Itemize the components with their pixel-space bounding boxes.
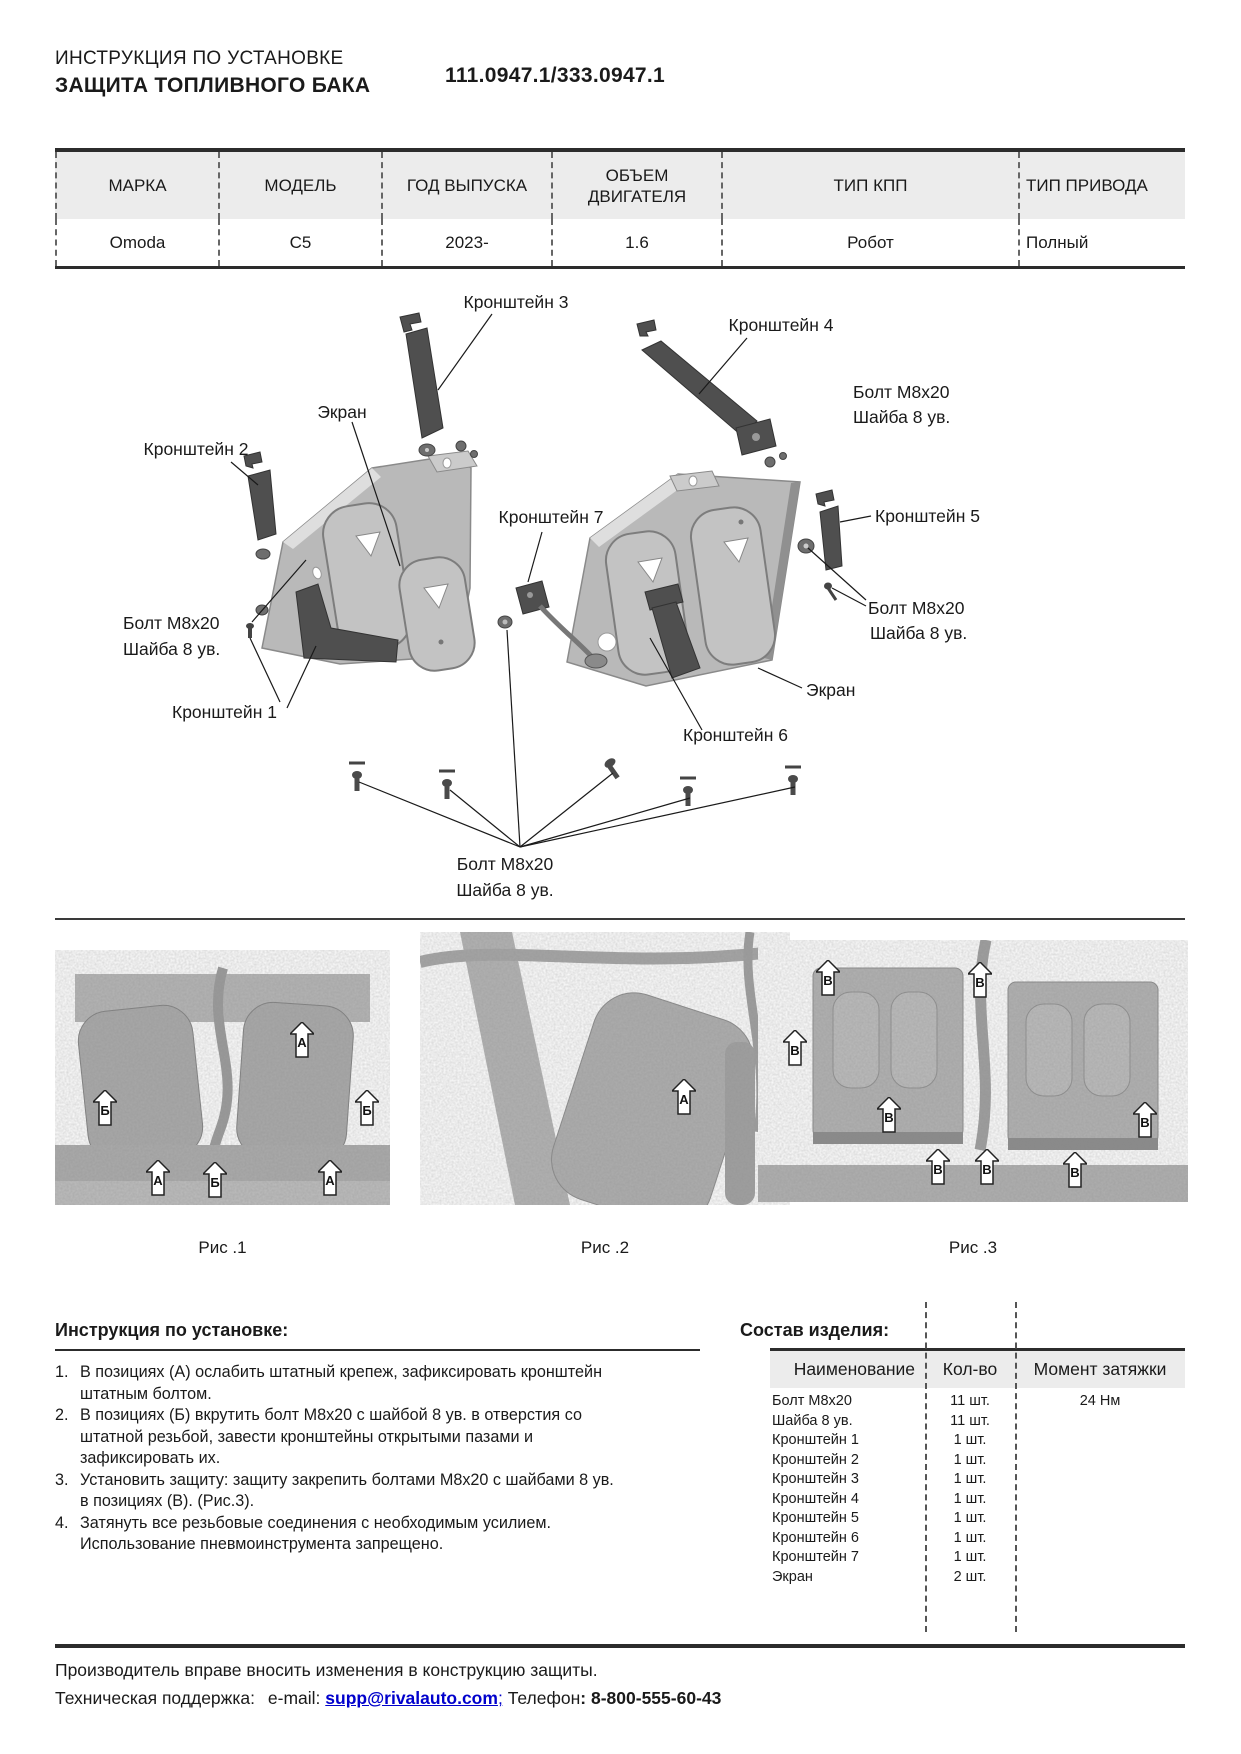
- position-marker-arrow: [877, 1097, 901, 1133]
- position-marker-arrow: [355, 1090, 379, 1126]
- parts-heading: Состав изделия:: [740, 1320, 890, 1340]
- part-quantity: 11 шт.: [950, 1412, 990, 1429]
- part-torque: [1015, 1529, 1185, 1549]
- diagram-label-screen-right: Экран: [806, 680, 856, 700]
- spec-value-cell: Omoda: [55, 219, 218, 266]
- part-name: Кронштейн 6: [772, 1529, 859, 1546]
- parts-table-row: [770, 1490, 1185, 1510]
- instruction-text: В позициях (А) ослабить штатный крепеж, зафиксировать кронштейн штатным болтом.: [80, 1363, 603, 1403]
- diagram-label-bracket1: Кронштейн 1: [172, 702, 277, 722]
- marker-letter: А: [153, 1173, 163, 1188]
- diagram-label-bracket7: Кронштейн 7: [498, 507, 604, 527]
- parts-column-divider-1: [925, 1302, 927, 1632]
- email-separator: ;: [497, 1688, 503, 1708]
- part-quantity: 1 шт.: [953, 1510, 987, 1526]
- instruction-text: Затянуть все резьбовые соединения с необходимым усилием. Использование пневмоинструмента запрещено.: [80, 1513, 551, 1553]
- marker-letter: В: [884, 1110, 894, 1125]
- spec-table: [55, 148, 1185, 269]
- part-name: Кронштейн 1: [772, 1432, 859, 1448]
- photo-figure-2: [420, 932, 790, 1205]
- parts-table-row: [770, 1548, 1185, 1568]
- exploded-diagram: [0, 270, 1241, 920]
- part-quantity: 1 шт.: [953, 1549, 987, 1565]
- phone-label: Телефон: [507, 1688, 581, 1708]
- part-quantity: 1 шт.: [953, 1529, 987, 1546]
- parts-table-row: [770, 1509, 1185, 1529]
- part-number: 111.0947.1/333.0947.1: [445, 64, 666, 87]
- marker-letter: А: [679, 1092, 689, 1107]
- instruction-item: [55, 1513, 615, 1556]
- position-marker-arrow: [290, 1022, 314, 1058]
- footer-disclaimer: Производитель вправе вносить изменения в конструкцию защиты.: [55, 1660, 598, 1680]
- position-marker-arrow: [1063, 1152, 1087, 1188]
- instructions-rule: [55, 1349, 700, 1351]
- parts-col-name: Наименование: [793, 1359, 915, 1379]
- diagram-label-bolt-top-right-1: Болт М8х20: [853, 382, 950, 402]
- part-torque: [1015, 1470, 1185, 1490]
- parts-column-divider-2: [1015, 1302, 1017, 1632]
- spec-header-cell: МОДЕЛЬ: [218, 152, 381, 219]
- marker-letter: Б: [100, 1103, 110, 1118]
- diagram-label-bracket6: Кронштейн 6: [683, 725, 788, 745]
- diagram-label-bolt-left-1: Болт М8х20: [123, 613, 220, 633]
- photo-figure-3: [758, 940, 1188, 1202]
- bracket-4-part: [637, 320, 776, 455]
- position-marker-arrow: [203, 1162, 227, 1198]
- footer-rule: [55, 1644, 1185, 1648]
- instructions-heading: Инструкция по установке:: [55, 1320, 289, 1340]
- marker-letter: В: [1070, 1165, 1080, 1180]
- diagram-label-bracket5: Кронштейн 5: [875, 506, 980, 526]
- support-email-link[interactable]: supp@rivalauto.com: [325, 1688, 498, 1708]
- email-label: e-mail:: [267, 1688, 321, 1708]
- parts-col-torque: Момент затяжки: [1033, 1359, 1167, 1379]
- position-marker-arrow: [1133, 1102, 1157, 1138]
- parts-table-row: [770, 1568, 1185, 1588]
- position-marker-arrow: [816, 960, 840, 996]
- spec-value-cell: Полный: [1018, 219, 1094, 266]
- marker-letter: А: [325, 1173, 335, 1188]
- parts-table-row: [770, 1470, 1185, 1490]
- section-divider: [55, 918, 1185, 920]
- marker-letter: В: [982, 1162, 992, 1177]
- parts-table-row: [770, 1412, 1185, 1432]
- figure-caption-2: Рис .2: [580, 1238, 630, 1257]
- position-marker-arrow: [318, 1160, 342, 1196]
- instruction-item: [55, 1405, 615, 1470]
- instruction-text: В позициях (Б) вкрутить болт М8х20 с шайбой 8 ув. в отверстия со штатной резьбой, завести кронштейны открытыми пазами и зафиксировать их.: [80, 1406, 582, 1467]
- spec-header-cell: ТИП ПРИВОДА: [1018, 152, 1154, 219]
- parts-table-body: [770, 1392, 1185, 1587]
- diagram-label-bolt-mid-right-1: Болт М8х20: [868, 598, 965, 618]
- spec-table-values: [55, 219, 1185, 266]
- figure-caption-1: Рис .1: [198, 1238, 247, 1257]
- instruction-item: [55, 1470, 615, 1513]
- spec-value-cell: 1.6: [551, 219, 721, 266]
- marker-letter: А: [297, 1035, 307, 1050]
- spec-header-cell: ГОД ВЫПУСКА: [381, 152, 551, 219]
- marker-letter: В: [975, 975, 985, 990]
- instruction-item: [55, 1362, 615, 1405]
- spec-header-cell: ТИП КПП: [721, 152, 1018, 219]
- parts-table-row: [770, 1529, 1185, 1549]
- diagram-label-bracket2: Кронштейн 2: [143, 439, 249, 459]
- part-name: Кронштейн 4: [772, 1490, 859, 1507]
- page-title-line1: ИНСТРУКЦИЯ ПО УСТАНОВКЕ: [55, 48, 344, 69]
- diagram-label-bracket3: Кронштейн 3: [463, 292, 569, 312]
- spec-table-header: [55, 152, 1185, 219]
- part-name: Кронштейн 3: [772, 1471, 859, 1487]
- position-marker-arrow: [93, 1090, 117, 1126]
- parts-table-row: [770, 1431, 1185, 1451]
- instruction-number: 2.: [55, 1406, 69, 1424]
- instructions-list: [55, 1362, 615, 1556]
- diagram-label-bolt-left-2: Шайба 8 ув.: [123, 639, 221, 659]
- spec-value-cell: Робот: [721, 219, 1018, 266]
- bracket-2-part: [244, 452, 276, 559]
- parts-col-qty: Кол-во: [942, 1359, 998, 1379]
- position-marker-arrow: [672, 1079, 696, 1115]
- position-marker-arrow: [975, 1149, 999, 1185]
- part-torque: [1015, 1412, 1185, 1432]
- parts-table-row: [770, 1451, 1185, 1471]
- part-quantity: 1 шт.: [953, 1432, 987, 1448]
- diagram-label-bolt-top-right-2: Шайба 8 ув.: [853, 407, 951, 427]
- bolts-hardware: [349, 756, 801, 806]
- part-name: Кронштейн 5: [772, 1510, 859, 1526]
- part-name: Шайба 8 ув.: [772, 1412, 853, 1429]
- figure-caption-3: Рис .3: [948, 1238, 998, 1257]
- part-torque: [1015, 1451, 1185, 1471]
- footer-support-line: [55, 1688, 721, 1709]
- parts-table-row: [770, 1392, 1185, 1412]
- marker-letter: В: [790, 1043, 800, 1058]
- photo-figure-1: [55, 950, 390, 1205]
- part-quantity: 1 шт.: [953, 1471, 987, 1487]
- spec-value-cell: 2023-: [381, 219, 551, 266]
- marker-letter: В: [933, 1162, 943, 1177]
- part-name: Кронштейн 2: [772, 1451, 859, 1468]
- diagram-label-bolt-bottom-1: Болт М8х20: [456, 854, 554, 874]
- part-name: Болт М8х20: [772, 1393, 852, 1409]
- position-marker-arrow: [926, 1149, 950, 1185]
- instruction-number: 3.: [55, 1470, 69, 1489]
- position-marker-arrow: [783, 1030, 807, 1066]
- spec-header-cell: МАРКА: [55, 152, 218, 219]
- instruction-number: 4.: [55, 1513, 69, 1532]
- spec-value-cell: C5: [218, 219, 381, 266]
- diagram-label-bracket4: Кронштейн 4: [728, 315, 834, 335]
- part-quantity: 11 шт.: [950, 1393, 990, 1409]
- part-torque: [1015, 1490, 1185, 1510]
- marker-letter: В: [1140, 1115, 1150, 1130]
- part-torque: [1015, 1548, 1185, 1568]
- instruction-text: Установить защиту: защиту закрепить болтами М8х20 с шайбами 8 ув. в позициях (В). (Рис.3).: [80, 1470, 614, 1510]
- position-marker-arrow: [146, 1160, 170, 1196]
- left-shield-plate: [262, 451, 478, 674]
- spec-header-cell: ОБЪЕМ ДВИГАТЕЛЯ: [551, 152, 721, 219]
- part-quantity: 1 шт.: [953, 1490, 987, 1507]
- bracket-3-part: [400, 313, 443, 456]
- part-torque: [1015, 1568, 1185, 1588]
- part-torque: [1015, 1431, 1185, 1451]
- part-torque: 24 Нм: [1079, 1393, 1121, 1409]
- support-label: Техническая поддержка:: [55, 1688, 256, 1708]
- part-quantity: 2 шт.: [953, 1568, 987, 1585]
- diagram-label-screen-left: Экран: [317, 402, 367, 422]
- part-torque: [1015, 1509, 1185, 1529]
- page-title-line2: ЗАЩИТА ТОПЛИВНОГО БАКА: [55, 74, 371, 97]
- diagram-label-bolt-mid-right-2: Шайба 8 ув.: [870, 623, 968, 643]
- parts-table-header: [770, 1351, 1185, 1388]
- marker-letter: Б: [210, 1175, 220, 1190]
- right-shield-plate: [567, 471, 800, 686]
- instruction-number: 1.: [55, 1363, 69, 1381]
- position-marker-arrow: [968, 962, 992, 998]
- marker-letter: В: [823, 973, 833, 988]
- phone-number: : 8-800-555-60-43: [580, 1688, 722, 1708]
- marker-letter: Б: [362, 1103, 372, 1118]
- part-name: Экран: [772, 1568, 813, 1585]
- diagram-label-bolt-bottom-2: Шайба 8 ув.: [456, 880, 554, 900]
- part-name: Кронштейн 7: [772, 1549, 859, 1565]
- part-quantity: 1 шт.: [953, 1451, 987, 1468]
